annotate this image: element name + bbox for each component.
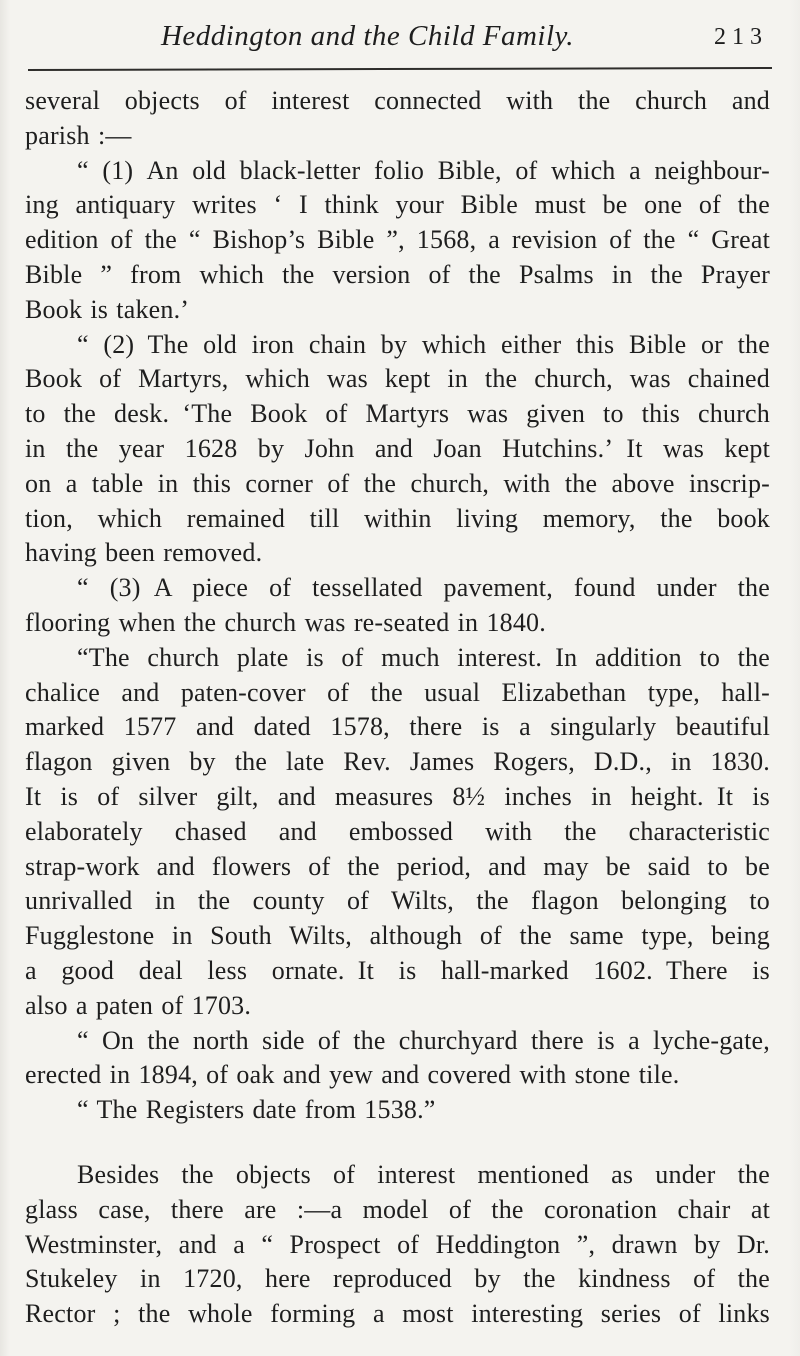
text-line: Westminster, and a “ Prospect of Heddington ”, drawn by Dr. [25,1229,770,1259]
text-line: parish :— [25,120,132,150]
text-line: to the desk. ‘The Book of Martyrs was given to this church [25,399,770,429]
text-line: tion, which remained till within living memory, the book [25,503,770,533]
text-line: glass case, there are :—a model of the coronation chair at [25,1194,770,1224]
text-line: a good deal less ornate. It is hall-marked 1602. There is [25,955,770,985]
paragraph [25,571,770,641]
text-line: “The church plate is of much interest. In addition to the [77,642,770,672]
text-line: also a paten of 1703. [25,990,252,1020]
page-number: 213 [714,24,768,50]
text-line: “ (1) An old black-letter folio Bible, of which a neighbour- [77,155,770,185]
text-line: erected in 1894, of oak and yew and covered with stone tile. [25,1060,680,1090]
header-rule [28,67,772,71]
text-line: chalice and paten-cover of the usual Elizabethan type, hall- [25,677,770,707]
text-line: several objects of interest connected with the church and [25,86,770,115]
text-line: elaborately chased and embossed with the characteristic [25,816,770,846]
text-line: Fugglestone in South Wilts, although of the same type, being [25,921,770,951]
text-line: “ The Registers date from 1538.” [77,1095,436,1125]
text-line: ing antiquary writes ‘ I think your Bible must be one of the [25,190,770,220]
paragraph [25,154,770,328]
text-line: Besides the objects of interest mentioned as under the [77,1159,770,1189]
text-line: having been removed. [25,538,263,568]
text-line: unrivalled in the county of Wilts, the flagon belonging to [25,886,770,916]
text-line: It is of silver gilt, and measures 8½ inches in height. It is [25,781,770,811]
text-line: Bible ” from which the version of the Psalms in the Prayer [25,259,770,289]
text-line: Stukeley in 1720, here reproduced by the kindness of the [25,1264,770,1294]
text-line: flagon given by the late Rev. James Rogers, D.D., in 1830. [25,747,770,777]
text-line: edition of the “ Bishop’s Bible ”, 1568, a revision of the “ Great [25,225,770,255]
text-line: Book is taken.’ [25,294,190,324]
text-line: marked 1577 and dated 1578, there is a singularly beautiful [25,712,770,742]
page-body [25,84,770,1332]
paragraph [25,328,770,572]
text-line: Book of Martyrs, which was kept in the church, was chained [25,364,770,394]
text-line: in the year 1628 by John and Joan Hutchins.’ It was kept [25,433,770,463]
text-line: “ (2) The old iron chain by which either this Bible or the [77,329,770,359]
text-line: flooring when the church was re-seated in 1840. [25,607,546,637]
paragraph [25,1158,770,1332]
text-line: on a table in this corner of the church, with the above inscrip- [25,468,770,498]
text-line: Rector ; the whole forming a most interesting series of links [25,1299,770,1329]
text-line: “ (3) A piece of tessellated pavement, found under the [77,573,770,603]
paragraph [25,1093,770,1128]
paragraph [25,1024,770,1094]
text-line: “ On the north side of the churchyard there is a lyche-gate, [77,1025,770,1055]
text-line: strap-work and flowers of the period, and may be said to be [25,851,770,881]
paragraph [25,641,770,1024]
running-header [25,20,770,60]
page-title: Heddington and the Child Family. [160,20,575,52]
paragraph [25,84,770,154]
